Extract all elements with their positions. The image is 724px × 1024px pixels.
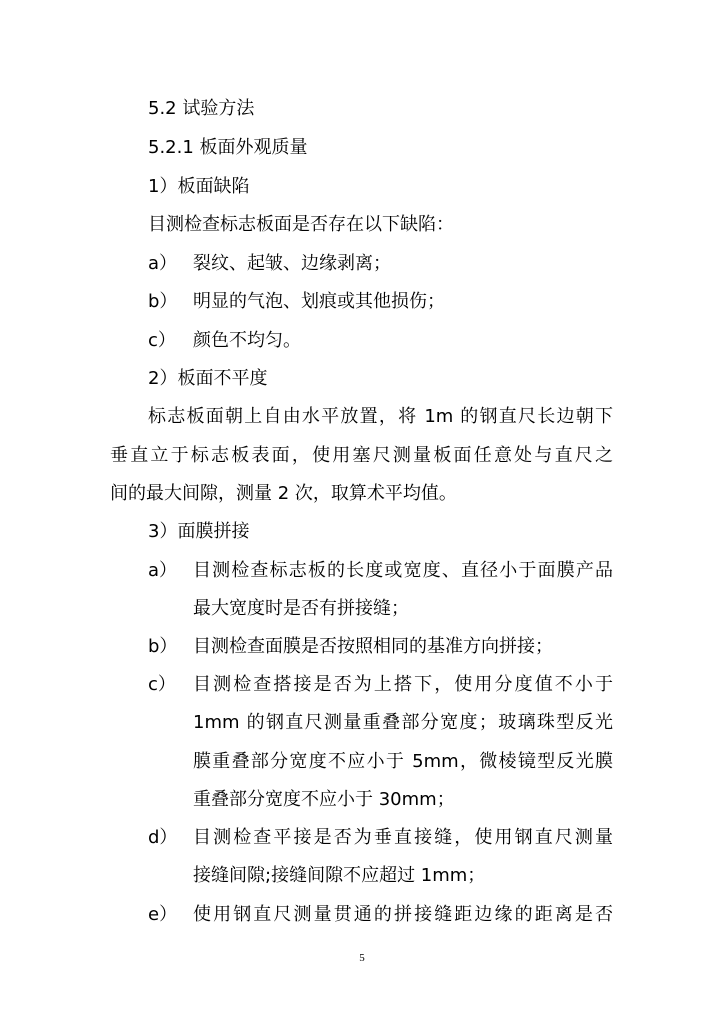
list-item-text: 膜重叠部分宽度不应小于 5mm，微棱镜型反光膜 [193, 751, 613, 772]
list-item-text: 裂纹、起皱、边缘剥离； [193, 253, 391, 274]
list-item-label: a） [148, 253, 178, 274]
list-item-label: c） [148, 330, 176, 351]
list-item-label: d） [148, 827, 178, 848]
paragraph-line: 标志板面朝上自由水平放置，将 1m 的钢直尺长边朝下 [148, 406, 613, 427]
list-item-text: 目测检查搭接是否为上搭下，使用分度值不小于 [193, 674, 613, 695]
list-item-text: 1mm 的钢直尺测量重叠部分宽度；玻璃珠型反光 [193, 712, 613, 733]
list-item-text: 目测检查平接是否为垂直接缝，使用钢直尺测量 [193, 827, 613, 848]
list-item-text: 使用钢直尺测量贯通的拼接缝距边缘的距离是否 [193, 904, 613, 925]
section-heading: 5.2 试验方法 [148, 98, 255, 119]
list-item-label: a） [148, 560, 178, 581]
item-heading: 2）板面不平度 [148, 368, 268, 389]
list-item-text: 接缝间隙;接缝间隙不应超过 1mm； [193, 865, 486, 886]
paragraph-line: 目测检查标志板面是否存在以下缺陷： [148, 214, 454, 235]
list-item-text: 目测检查面膜是否按照相同的基准方向拼接； [193, 636, 553, 657]
paragraph-line: 间的最大间隙，测量 2 次，取算术平均值。 [110, 483, 457, 504]
list-item-label: b） [148, 291, 178, 312]
list-item-text: 明显的气泡、划痕或其他损伤； [193, 291, 445, 312]
paragraph-line: 垂直立于标志板表面，使用塞尺测量板面任意处与直尺之 [110, 445, 613, 466]
list-item-text: 目测检查标志板的长度或宽度、直径小于面膜产品 [193, 560, 613, 581]
list-item-text: 颜色不均匀。 [193, 330, 301, 351]
list-item-label: b） [148, 636, 178, 657]
list-item-label: c） [148, 674, 176, 695]
subsection-heading: 5.2.1 板面外观质量 [148, 137, 308, 158]
page-number: 5 [359, 952, 365, 964]
list-item-text: 重叠部分宽度不应小于 30mm； [193, 789, 455, 810]
list-item-label: e） [148, 904, 178, 925]
list-item-text: 最大宽度时是否有拼接缝； [193, 598, 409, 619]
item-heading: 1）板面缺陷 [148, 176, 250, 197]
item-heading: 3）面膜拼接 [148, 521, 250, 542]
